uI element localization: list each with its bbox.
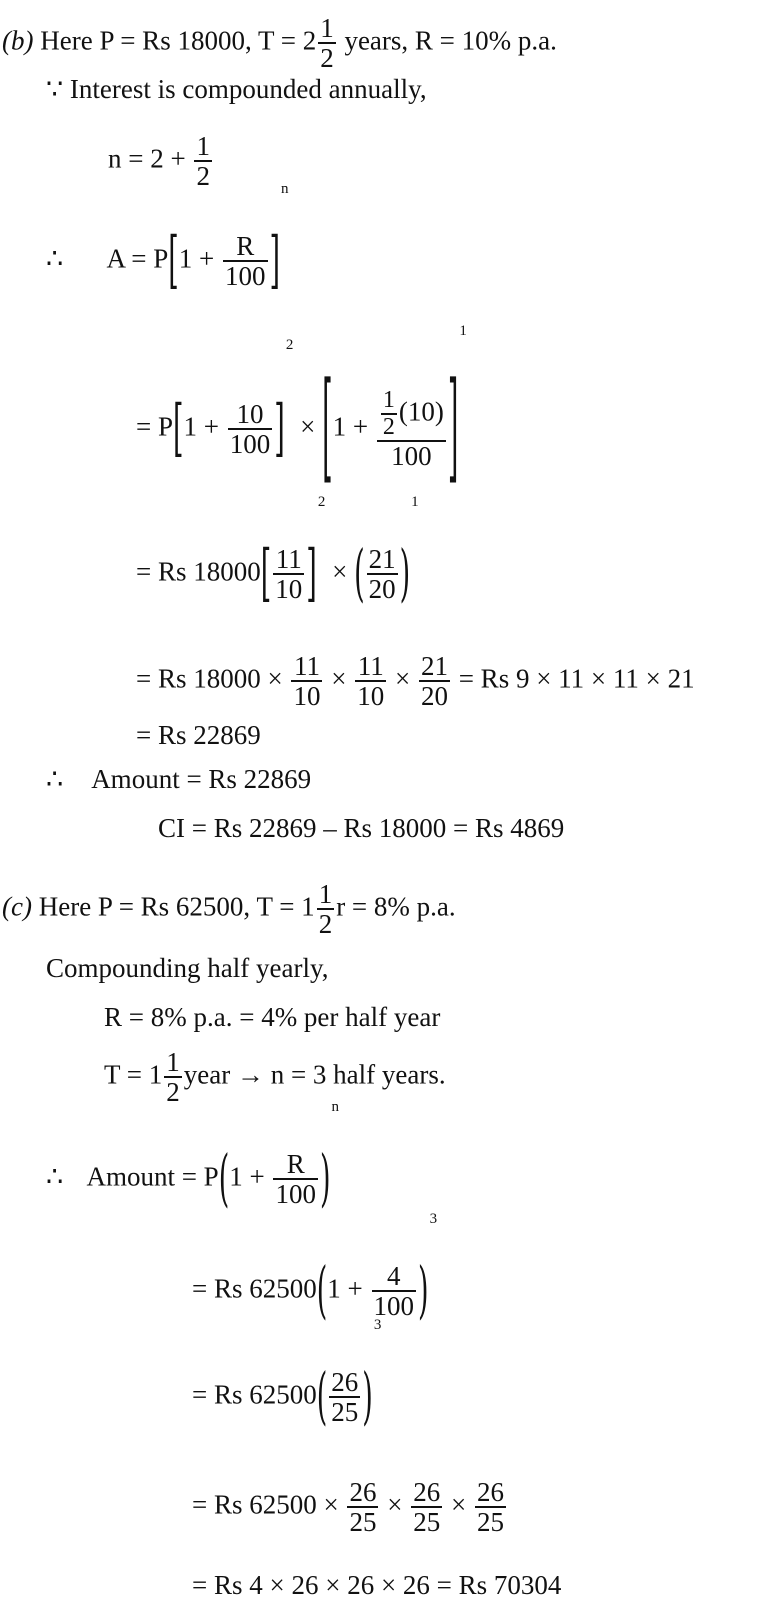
c-comp-line: Compounding half yearly, xyxy=(46,953,329,983)
c-time-fraction: $\frac{1}{2}$ xyxy=(318,879,333,940)
c-step3-line: = Rs 62500 × $\frac{26}{25}$ × $\frac{26}{25}$ × $\frac{26}{25}$ xyxy=(192,1477,504,1538)
b-10-over-100: $\frac{10}{100}$ xyxy=(229,399,271,460)
therefore-symbol: ∴ xyxy=(46,764,64,794)
b-step1-line: = P[1 + $\frac{10}{100}$ ]$^2$ × [1 + $\frac{1}{2}$ (10) 100 ]$^1$ xyxy=(136,323,467,498)
b-time-fraction: $\frac{1}{2}$ xyxy=(320,13,334,74)
c-step2-line: = Rs 62500( $\frac{26}{25}$ )$^3$ xyxy=(192,1317,382,1433)
c-final-line: = Rs 4 × 26 × 26 × 26 = Rs 70304 xyxy=(192,1570,562,1600)
c-t-line: T = 1 $\frac{1}{2}$ year → n = 3 half years. xyxy=(104,1047,446,1108)
b-given-line xyxy=(2,14,557,73)
b-since-line: ∵ Interest is compounded annually, xyxy=(46,74,427,104)
b-r-over-100: $\frac{R}{100}$ xyxy=(225,231,266,292)
b-step3-line: = Rs 18000 × $\frac{11}{10}$ × $\frac{11}{10}$ × $\frac{21}{20}$ = Rs 9 × 11 × 11 × 21 xyxy=(136,651,695,712)
b-11-over-10: $\frac{11}{10}$ xyxy=(275,544,303,605)
therefore-symbol: ∴ xyxy=(46,1161,64,1192)
c-t-fraction: $\frac{1}{2}$ xyxy=(166,1047,180,1108)
b-label: (b) xyxy=(2,25,34,56)
b-formula-line: ∴ A = P[1 + $\frac{R}{100}$ ]$^n$ xyxy=(46,181,289,297)
b-step2-line: = Rs 18000[ $\frac{11}{10}$ ]$^2$ × ( $\frac{21}{20}$ )$^1$ xyxy=(136,494,419,610)
b-half-10-over-100: $\frac{1}{2}$ (10) 100 xyxy=(377,388,446,471)
c-r-line: R = 8% p.a. = 4% per half year xyxy=(104,1002,441,1032)
c-step1-line: = Rs 62500(1 + $\frac{4}{100}$ )$^3$ xyxy=(192,1211,438,1327)
b-step4-line: = Rs 22869 xyxy=(136,720,261,750)
b-given-prefix: Here P = Rs 18000, T = 2 xyxy=(40,25,317,56)
b-amount-line: ∴ Amount = Rs 22869 xyxy=(46,764,312,794)
c-4-over-100: $\frac{4}{100}$ xyxy=(373,1261,415,1322)
b-n-fraction: $\frac{1}{2}$ xyxy=(196,131,210,192)
b-n-line: n = 2 + $\frac{1}{2}$ xyxy=(108,131,210,192)
c-given-line: (c) Here P = Rs 62500, T = 1 $\frac{1}{2}$ r = 8% p.a. xyxy=(2,879,456,940)
c-26-over-25: $\frac{26}{25}$ xyxy=(331,1367,359,1428)
b-ci-line: CI = Rs 22869 – Rs 18000 = Rs 4869 xyxy=(158,813,565,843)
c-amount-line: ∴ Amount = P(1 + $\frac{R}{100}$ )$^n$ xyxy=(46,1099,340,1215)
b-given-suffix: years, R = 10% p.a. xyxy=(344,25,557,56)
therefore-symbol: ∴ xyxy=(46,243,64,274)
c-r-over-100: $\frac{R}{100}$ xyxy=(275,1149,316,1210)
b-21-over-20: $\frac{21}{20}$ xyxy=(368,544,396,605)
c-label: (c) xyxy=(2,891,32,922)
